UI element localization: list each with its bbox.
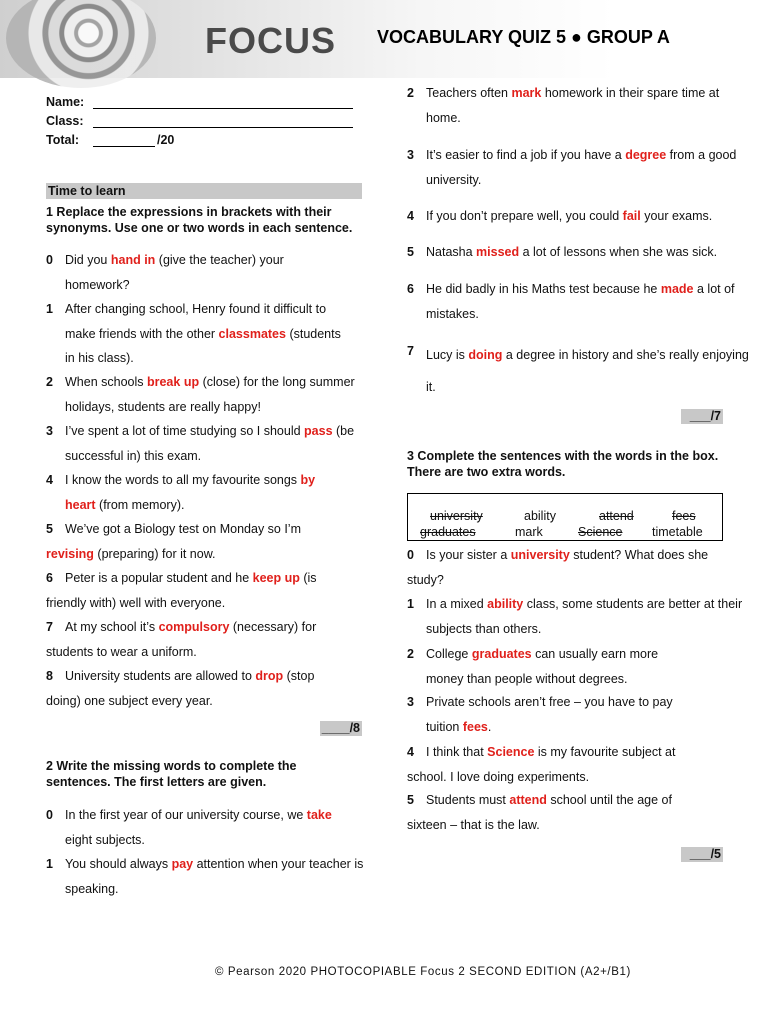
sentence-text: a lot of — [693, 282, 735, 296]
sentence-text: it. — [426, 380, 436, 394]
item-number: 4 — [407, 209, 414, 223]
sentence-text: (preparing) for it now. — [93, 546, 216, 561]
sentence-text: student? What does she — [569, 548, 709, 562]
sentence-text: You should always — [65, 857, 172, 871]
answer: take — [306, 808, 332, 822]
item-number: 2 — [46, 375, 53, 389]
sentence-text: friendly with) well with everyone. — [46, 595, 226, 610]
word-box — [407, 493, 723, 541]
answer: classmates — [218, 326, 286, 341]
answer: drop — [255, 669, 284, 683]
sentence-text: Did you — [65, 253, 111, 267]
sentence-text: study? — [407, 572, 444, 587]
ex1-instruction-line1: 1 Replace the expressions in brackets with their — [46, 205, 332, 219]
sentence-text: a degree in history and she’s really enjoying — [502, 348, 749, 362]
footer-copyright: © Pearson 2020 PHOTOCOPIABLE Focus 2 SECOND EDITION (A2+/B1) — [215, 966, 631, 978]
sentence-text: homework? — [65, 277, 130, 292]
sentence-text: He did badly in his Maths test because he — [426, 282, 661, 296]
class-field[interactable] — [93, 115, 353, 128]
ex2-score: ___/7 — [681, 409, 723, 424]
sentence-text: (stop — [283, 669, 315, 683]
sentence-text: (close) for the long summer — [199, 375, 355, 389]
answer: compulsory — [158, 620, 230, 634]
answer: attend — [509, 793, 547, 807]
class-label: Class: — [46, 114, 84, 128]
sentence-text: It’s easier to find a job if you have a — [426, 148, 626, 162]
word-box-item: timetable — [652, 525, 703, 539]
sentence-text: University students are allowed to — [65, 669, 256, 683]
answer: mark — [511, 86, 542, 100]
sentence-text: a lot of lessons when she was sick. — [519, 245, 718, 259]
item-number: 3 — [46, 424, 53, 438]
item-number: 2 — [407, 647, 414, 661]
answer: fees — [462, 719, 488, 734]
item-number: 5 — [407, 793, 414, 807]
sentence-text: I think that — [426, 745, 488, 759]
answer: degree — [625, 148, 667, 162]
sentence-text: After changing school, Henry found it difficult to — [65, 302, 327, 316]
sentence-text: Peter is a popular student and he — [65, 571, 253, 585]
answer: university — [510, 548, 570, 562]
brand-logo-text: FOCUS — [205, 20, 336, 61]
sentence-text: (necessary) for — [229, 620, 317, 634]
item-number: 0 — [46, 253, 53, 267]
section-title: Time to learn — [46, 183, 362, 199]
word-box-item: mark — [515, 525, 543, 539]
item-number: 3 — [407, 695, 414, 709]
answer: graduates — [471, 647, 532, 661]
sentence-text: homework in their spare time at — [541, 86, 720, 100]
sentence-text: tuition — [426, 719, 463, 734]
sentence-text: . — [487, 719, 492, 734]
sentence-text: College — [426, 647, 472, 661]
sentence-text: subjects than others. — [426, 621, 542, 636]
sentence-text: university. — [426, 172, 482, 187]
ex3-score: ___/5 — [681, 847, 723, 862]
sentence-text: Natasha — [426, 245, 477, 259]
item-number: 8 — [46, 669, 53, 683]
focus-logo-graphic — [6, 0, 156, 88]
answer: by — [300, 473, 316, 487]
total-label: Total: — [46, 133, 80, 147]
sentence-text: attention when your teacher is — [193, 857, 364, 871]
sentence-text: students to wear a uniform. — [46, 644, 197, 659]
item-number: 1 — [407, 597, 414, 611]
word-box-item: university — [430, 509, 483, 523]
item-number: 5 — [46, 522, 53, 536]
sentence-text: successful in) this exam. — [65, 448, 202, 463]
item-number: 6 — [46, 571, 53, 585]
sentence-text: We’ve got a Biology test on Monday so I’m — [65, 522, 301, 536]
item-number: 4 — [407, 745, 414, 759]
sentence-text: Students must — [426, 793, 510, 807]
item-number: 6 — [407, 282, 414, 296]
ex3-instruction-line1: 3 Complete the sentences with the words in the box. — [407, 449, 719, 463]
answer: fail — [622, 209, 641, 223]
ex3-instruction-line2: There are two extra words. — [407, 465, 566, 479]
header-banner — [0, 0, 768, 78]
sentence-text: school. I love doing experiments. — [407, 769, 590, 784]
sentence-text: (students — [285, 326, 341, 341]
sentence-text: make friends with the other — [65, 326, 219, 341]
name-field[interactable] — [93, 96, 353, 109]
answer: break up — [146, 375, 200, 389]
answer: heart — [65, 497, 96, 512]
item-number: 0 — [46, 808, 53, 822]
sentence-text: money than people without degrees. — [426, 671, 628, 686]
sentence-text: At my school it’s — [65, 620, 159, 634]
sentence-text: from a good — [666, 148, 737, 162]
sentence-text: sixteen – that is the law. — [407, 817, 540, 832]
item-number: 3 — [407, 148, 414, 162]
item-number: 1 — [46, 302, 53, 316]
sentence-text: can usually earn more — [531, 647, 659, 661]
ex1-score: ____/8 — [321, 721, 360, 735]
sentence-text: Private schools aren’t free – you have to pay — [426, 695, 673, 709]
answer: pay — [171, 857, 194, 871]
word-box-item: attend — [599, 509, 634, 523]
item-number: 1 — [46, 857, 53, 871]
item-number: 4 — [46, 473, 53, 487]
answer: hand in — [110, 253, 156, 267]
item-number: 7 — [46, 620, 53, 634]
item-number: 2 — [407, 86, 414, 100]
ex1-instruction-line2: synonyms. Use one or two words in each sentence. — [46, 221, 353, 235]
sentence-text: home. — [426, 110, 461, 125]
quiz-title: VOCABULARY QUIZ 5 ● GROUP A — [377, 27, 670, 47]
item-number: 7 — [407, 344, 414, 358]
answer: doing — [468, 348, 503, 362]
sentence-text: (give the teacher) your — [155, 253, 284, 267]
item-number: 5 — [407, 245, 414, 259]
ex2-instruction-line1: 2 Write the missing words to complete the — [46, 759, 297, 773]
answer: pass — [304, 424, 333, 438]
answer: Science — [487, 745, 535, 759]
sentence-text: doing) one subject every year. — [46, 693, 213, 708]
sentence-text: Teachers often — [426, 86, 512, 100]
sentence-text: (from memory). — [95, 497, 185, 512]
sentence-text: in his class). — [65, 351, 134, 365]
sentence-text: When schools — [65, 375, 147, 389]
total-field[interactable] — [93, 134, 155, 147]
word-box-item: ability — [524, 509, 556, 523]
sentence-text: In a mixed — [426, 597, 488, 611]
sentence-text: I’ve spent a lot of time studying so I should — [65, 424, 305, 438]
sentence-text: mistakes. — [426, 306, 479, 321]
sentence-text: If you don’t prepare well, you could — [426, 209, 623, 223]
answer: ability — [487, 597, 524, 611]
sentence-text: (be — [332, 424, 355, 438]
sentence-text: class, some students are better at their — [523, 597, 743, 611]
sentence-text: In the first year of our university course, we — [65, 808, 307, 822]
answer: revising — [46, 546, 94, 561]
sentence-text: eight subjects. — [65, 832, 145, 847]
sentence-text: your exams. — [640, 209, 713, 223]
name-label: Name: — [46, 95, 85, 109]
answer: keep up — [252, 571, 300, 585]
sentence-text: Is your sister a — [426, 548, 511, 562]
sentence-text: I know the words to all my favourite songs — [65, 473, 301, 487]
answer: made — [660, 282, 694, 296]
item-number: 0 — [407, 548, 414, 562]
ex2-instruction-line2: sentences. The first letters are given. — [46, 775, 267, 789]
sentence-text: Lucy is — [426, 348, 469, 362]
total-out-of: /20 — [157, 133, 175, 147]
word-box-item: graduates — [420, 525, 476, 539]
word-box-item: fees — [672, 509, 696, 523]
sentence-text: holidays, students are really happy! — [65, 399, 261, 414]
sentence-text: speaking. — [65, 881, 119, 896]
sentence-text: (is — [299, 571, 317, 585]
sentence-text: school until the age of — [546, 793, 672, 807]
word-box-item: Science — [578, 525, 623, 539]
sentence-text: is my favourite subject at — [534, 745, 676, 759]
answer: missed — [476, 245, 520, 259]
